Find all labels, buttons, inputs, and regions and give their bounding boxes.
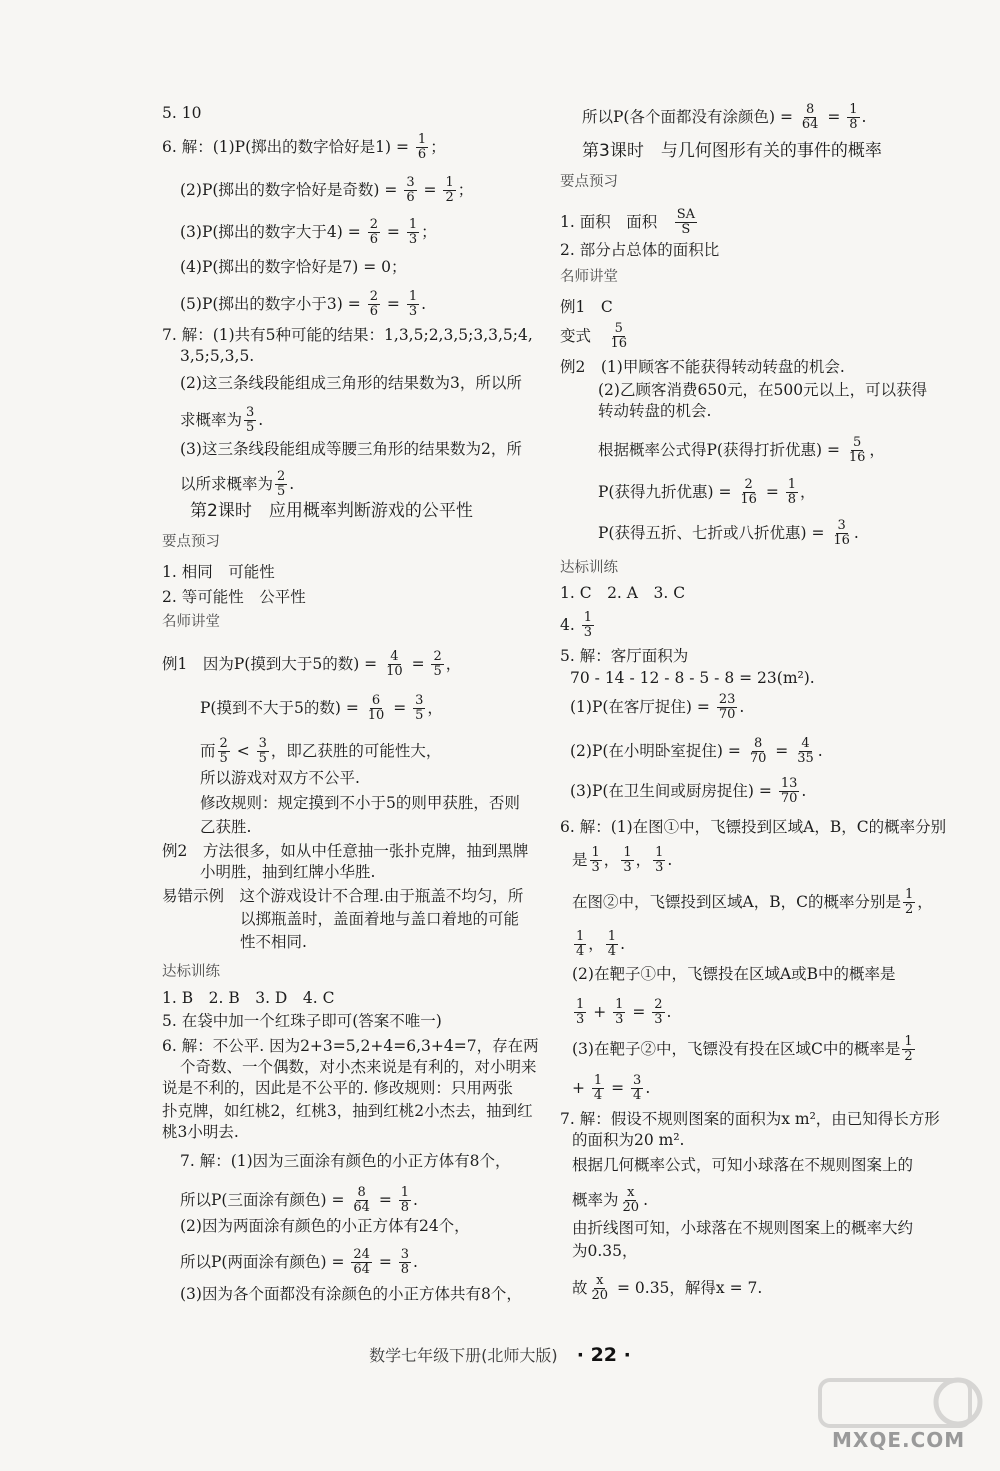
answer-line: 所以P(两面涂有颜色) = $\frac{24}{64}$ = $\frac{3}{8}$ .: [180, 1247, 418, 1278]
fraction: $\frac{13}{70}$: [780, 776, 798, 807]
fraction: $\frac{3}{5}$: [246, 405, 255, 436]
answer-line: 求概率为 $\frac{3}{5}$ .: [180, 405, 264, 436]
answer-line: (3)P(在卫生间或厨房捉住) = $\frac{13}{70}$ .: [570, 776, 807, 807]
answer-line: 6. 解：不公平. 因为2+3=5,2+4=6,3+4=7，存在两: [162, 1037, 539, 1055]
fraction: $\frac{8}{64}$: [801, 102, 819, 133]
answer-line: 1. 相同 可能性: [162, 563, 275, 581]
fraction: $\frac{3}{4}$: [633, 1073, 642, 1104]
answer-line: 根据几何概率公式，可知小球落在不规则图案上的: [572, 1156, 914, 1174]
fraction: $\frac{6}{10}$: [367, 693, 385, 724]
answer-line: 转动转盘的机会.: [598, 402, 712, 420]
answer-line: (4)P(掷出的数字恰好是7) = 0；: [180, 258, 407, 276]
answer-line: 5. 在袋中加一个红珠子即可(答案不唯一): [162, 1012, 442, 1030]
fraction: $\frac{2}{6}$: [369, 289, 378, 320]
answer-line: 的面积为20 m².: [572, 1131, 685, 1149]
answer-line: (3)因为各个面都没有涂颜色的小正方体共有8个，: [180, 1285, 522, 1303]
fraction: $\frac{1}{2}$: [904, 1034, 913, 1065]
answer-line: 以掷瓶盖时，盖面着地与盖口着地的可能: [240, 910, 520, 928]
answer-line: 7. 解：假设不规则图案的面积为x m²，由已知得长方形: [560, 1110, 940, 1128]
fraction: $\frac{SA}{S}$: [676, 207, 696, 238]
lesson-heading: 第3课时 与几何图形有关的事件的概率: [582, 141, 882, 161]
answer-line: 扑克牌，如红桃2，红桃3，抽到红桃2小杰去，抽到红: [162, 1102, 533, 1120]
answer-line: 6. 解：(1)P(掷出的数字恰好是1) = $\frac{1}{6}$ ；: [162, 132, 446, 163]
fraction: $\frac{2}{5}$: [219, 736, 228, 767]
section-label: 达标训练: [162, 964, 220, 980]
answer-line: 说是不利的，因此是不公平的. 修改规则：只用两张: [162, 1079, 513, 1097]
fraction: $\frac{23}{70}$: [718, 692, 736, 723]
answer-line: 例1 因为P(摸到大于5的数) = $\frac{4}{10}$ = $\frac{2}{5}$ ，: [162, 649, 462, 680]
answer-line: 1. C 2. A 3. C: [560, 584, 686, 602]
answer-line: 小明胜，抽到红牌小华胜.: [200, 863, 376, 881]
fraction: $\frac{2}{5}$: [277, 469, 286, 500]
answer-line: $\frac{1}{4}$ ， $\frac{1}{4}$ .: [576, 929, 626, 960]
fraction: $\frac{x}{20}$: [622, 1185, 640, 1216]
section-label: 达标训练: [560, 560, 618, 576]
fraction: $\frac{1}{8}$: [849, 102, 858, 133]
answer-line: 概率为 $\frac{x}{20}$ .: [572, 1185, 648, 1216]
fraction: $\frac{2}{6}$: [369, 217, 378, 248]
answer-line: 4. $\frac{1}{3}$: [560, 610, 592, 641]
answer-line: P(获得五折、七折或八折优惠) = $\frac{3}{16}$ .: [598, 518, 859, 549]
answer-line: 是 $\frac{1}{3}$ ， $\frac{1}{3}$ ， $\frac{1}{3}$ .: [572, 845, 673, 876]
answer-line: 修改规则：规定摸到不小于5的则甲获胜，否则: [200, 794, 520, 812]
answer-line: (1)P(在客厅捉住) = $\frac{23}{70}$ .: [570, 692, 745, 723]
fraction: $\frac{x}{20}$: [591, 1273, 609, 1304]
section-label: 要点预习: [560, 174, 618, 190]
page-number: · 22 ·: [576, 1344, 631, 1366]
answer-line: (5)P(掷出的数字小于3) = $\frac{2}{6}$ = $\frac{1}{3}$ .: [180, 289, 427, 320]
answer-line: (2)这三条线段能组成三角形的结果数为3，所以所: [180, 374, 522, 392]
fraction: $\frac{3}{16}$: [833, 518, 850, 549]
fraction: $\frac{1}{3}$: [408, 217, 418, 248]
fraction: $\frac{2}{16}$: [740, 477, 757, 508]
fraction: $\frac{3}{6}$: [406, 175, 415, 206]
answer-line: (3)这三条线段能组成等腰三角形的结果数为2，所: [180, 440, 522, 458]
fraction: $\frac{3}{5}$: [415, 693, 424, 724]
section-label: 名师讲堂: [162, 614, 220, 630]
fraction: $\frac{5}{16}$: [848, 435, 866, 466]
fraction: $\frac{1}{3}$: [583, 610, 592, 641]
section-label: 名师讲堂: [560, 269, 618, 285]
answer-line: 70 - 14 - 12 - 8 - 5 - 8 = 23(m²).: [570, 669, 815, 687]
fraction: $\frac{1}{3}$: [408, 289, 418, 320]
fraction: $\frac{1}{6}$: [417, 132, 427, 163]
book-title: 数学七年级下册(北师大版): [369, 1346, 558, 1365]
fraction: $\frac{1}{8}$: [787, 477, 797, 508]
answer-line: (2)因为两面涂有颜色的小正方体有24个，: [180, 1217, 470, 1235]
fraction: $\frac{1}{3}$: [591, 845, 600, 876]
answer-line: 桃3小明去.: [162, 1123, 239, 1141]
fraction: $\frac{4}{35}$: [797, 736, 814, 767]
fraction: $\frac{1}{3}$: [623, 845, 632, 876]
answer-line: 1. B 2. B 3. D 4. C: [162, 989, 335, 1007]
fraction: $\frac{1}{3}$: [576, 997, 585, 1028]
answer-line: 所以P(各个面都没有涂颜色) = $\frac{8}{64}$ = $\frac{1}{8}$ .: [582, 102, 867, 133]
answer-line: + $\frac{1}{4}$ = $\frac{3}{4}$ .: [572, 1073, 651, 1104]
answer-line: 所以游戏对双方不公平.: [200, 769, 360, 787]
watermark-text: MXQE.COM: [832, 1428, 966, 1452]
fraction: $\frac{1}{4}$: [576, 929, 585, 960]
answer-line: P(摸到不大于5的数) = $\frac{6}{10}$ = $\frac{3}{5}$ ，: [200, 693, 443, 724]
answer-line: 5. 10: [162, 104, 202, 122]
answer-line: (3)P(掷出的数字大于4) = $\frac{2}{6}$ = $\frac{1}{3}$ ；: [180, 217, 437, 248]
answer-line: 5. 解：客厅面积为: [560, 647, 689, 665]
answer-line: 6. 解：(1)在图①中，飞镖投到区域A，B，C的概率分别: [560, 818, 947, 836]
fraction: $\frac{1}{8}$: [400, 1185, 410, 1216]
answer-line: 根据概率公式得P(获得打折优惠) = $\frac{5}{16}$ ，: [598, 435, 885, 466]
answer-line: 乙获胜.: [200, 818, 252, 836]
answer-line: 3,5;5,3,5.: [180, 347, 255, 365]
answer-line: 为0.35，: [572, 1242, 638, 1260]
fraction: $\frac{1}{4}$: [593, 1073, 603, 1104]
answer-line: (2)乙顾客消费650元，在500元以上，可以获得: [598, 381, 928, 399]
answer-line: 7. 解：(1)共有5种可能的结果：1,3,5;2,3,5;3,3,5;4,: [162, 326, 533, 344]
fraction: $\frac{2}{5}$: [433, 649, 442, 680]
lesson-heading: 第2课时 应用概率判断游戏的公平性: [190, 501, 473, 521]
answer-line: 由折线图可知，小球落在不规则图案上的概率大约: [572, 1219, 914, 1237]
answer-line: 1. 面积 面积 $\frac{SA}{S}$: [560, 207, 696, 238]
answer-line: 所以P(三面涂有颜色) = $\frac{8}{64}$ = $\frac{1}{8}$ .: [180, 1185, 418, 1216]
answer-line: 个奇数、一个偶数，对小杰来说是有利的，对小明来: [180, 1058, 537, 1076]
fraction: $\frac{1}{3}$: [615, 997, 624, 1028]
answer-line: (2)P(掷出的数字恰好是奇数) = $\frac{3}{6}$ = $\frac{1}{2}$ ；: [180, 175, 474, 206]
fraction: $\frac{1}{2}$: [445, 175, 454, 206]
fraction: $\frac{24}{64}$: [353, 1247, 370, 1278]
fraction: $\frac{3}{8}$: [400, 1247, 410, 1278]
fraction: $\frac{1}{3}$: [655, 845, 664, 876]
fraction: $\frac{8}{70}$: [749, 736, 767, 767]
answer-line: 故 $\frac{x}{20}$ = 0.35，解得x = 7.: [572, 1273, 763, 1304]
answer-line: (2)在靶子①中，飞镖投在区域A或B中的概率是: [572, 965, 896, 983]
answer-line: $\frac{1}{3}$ + $\frac{1}{3}$ = $\frac{2}{3}$ .: [576, 997, 672, 1028]
answer-line: P(获得九折优惠) = $\frac{2}{16}$ = $\frac{1}{8}$ ，: [598, 477, 816, 508]
answer-line: 例2 方法很多，如从中任意抽一张扑克牌，抽到黑牌: [162, 842, 529, 860]
answer-line: 例1 C: [560, 298, 613, 316]
page-footer: [0, 1343, 1000, 1366]
fraction: $\frac{2}{3}$: [654, 997, 663, 1028]
answer-line: 而 $\frac{2}{5}$ < $\frac{3}{5}$ ，即乙获胜的可能性大，: [200, 736, 442, 767]
fraction: $\frac{5}{16}$: [610, 321, 628, 352]
answer-line: (2)P(在小明卧室捉住) = $\frac{8}{70}$ = $\frac{4}{35}$ .: [570, 736, 823, 767]
section-label: 要点预习: [162, 534, 220, 550]
answer-line: (3)在靶子②中，飞镖没有投在区域C中的概率是 $\frac{1}{2}$: [572, 1034, 913, 1065]
fraction: $\frac{4}{10}$: [386, 649, 403, 680]
answer-line: 以所求概率为 $\frac{2}{5}$ .: [180, 469, 295, 500]
fraction: $\frac{8}{64}$: [353, 1185, 370, 1216]
fraction: $\frac{1}{2}$: [904, 887, 914, 918]
answer-line: 变式 $\frac{5}{16}$: [560, 321, 628, 352]
answer-line: 7. 解：(1)因为三面涂有颜色的小正方体有8个，: [180, 1152, 511, 1170]
answer-line: 2. 部分占总体的面积比: [560, 241, 720, 259]
answer-line: 性不相同.: [240, 933, 307, 951]
answer-line: 例2 (1)甲顾客不能获得转动转盘的机会.: [560, 358, 845, 376]
answer-line: 易错示例 这个游戏设计不合理.由于瓶盖不均匀，所: [162, 887, 524, 905]
fraction: $\frac{3}{5}$: [258, 736, 267, 767]
fraction: $\frac{1}{4}$: [607, 929, 617, 960]
answer-line: 2. 等可能性 公平性: [162, 588, 306, 606]
answer-line: 在图②中，飞镖投到区域A，B，C的概率分别是 $\frac{1}{2}$ ，: [572, 887, 933, 918]
